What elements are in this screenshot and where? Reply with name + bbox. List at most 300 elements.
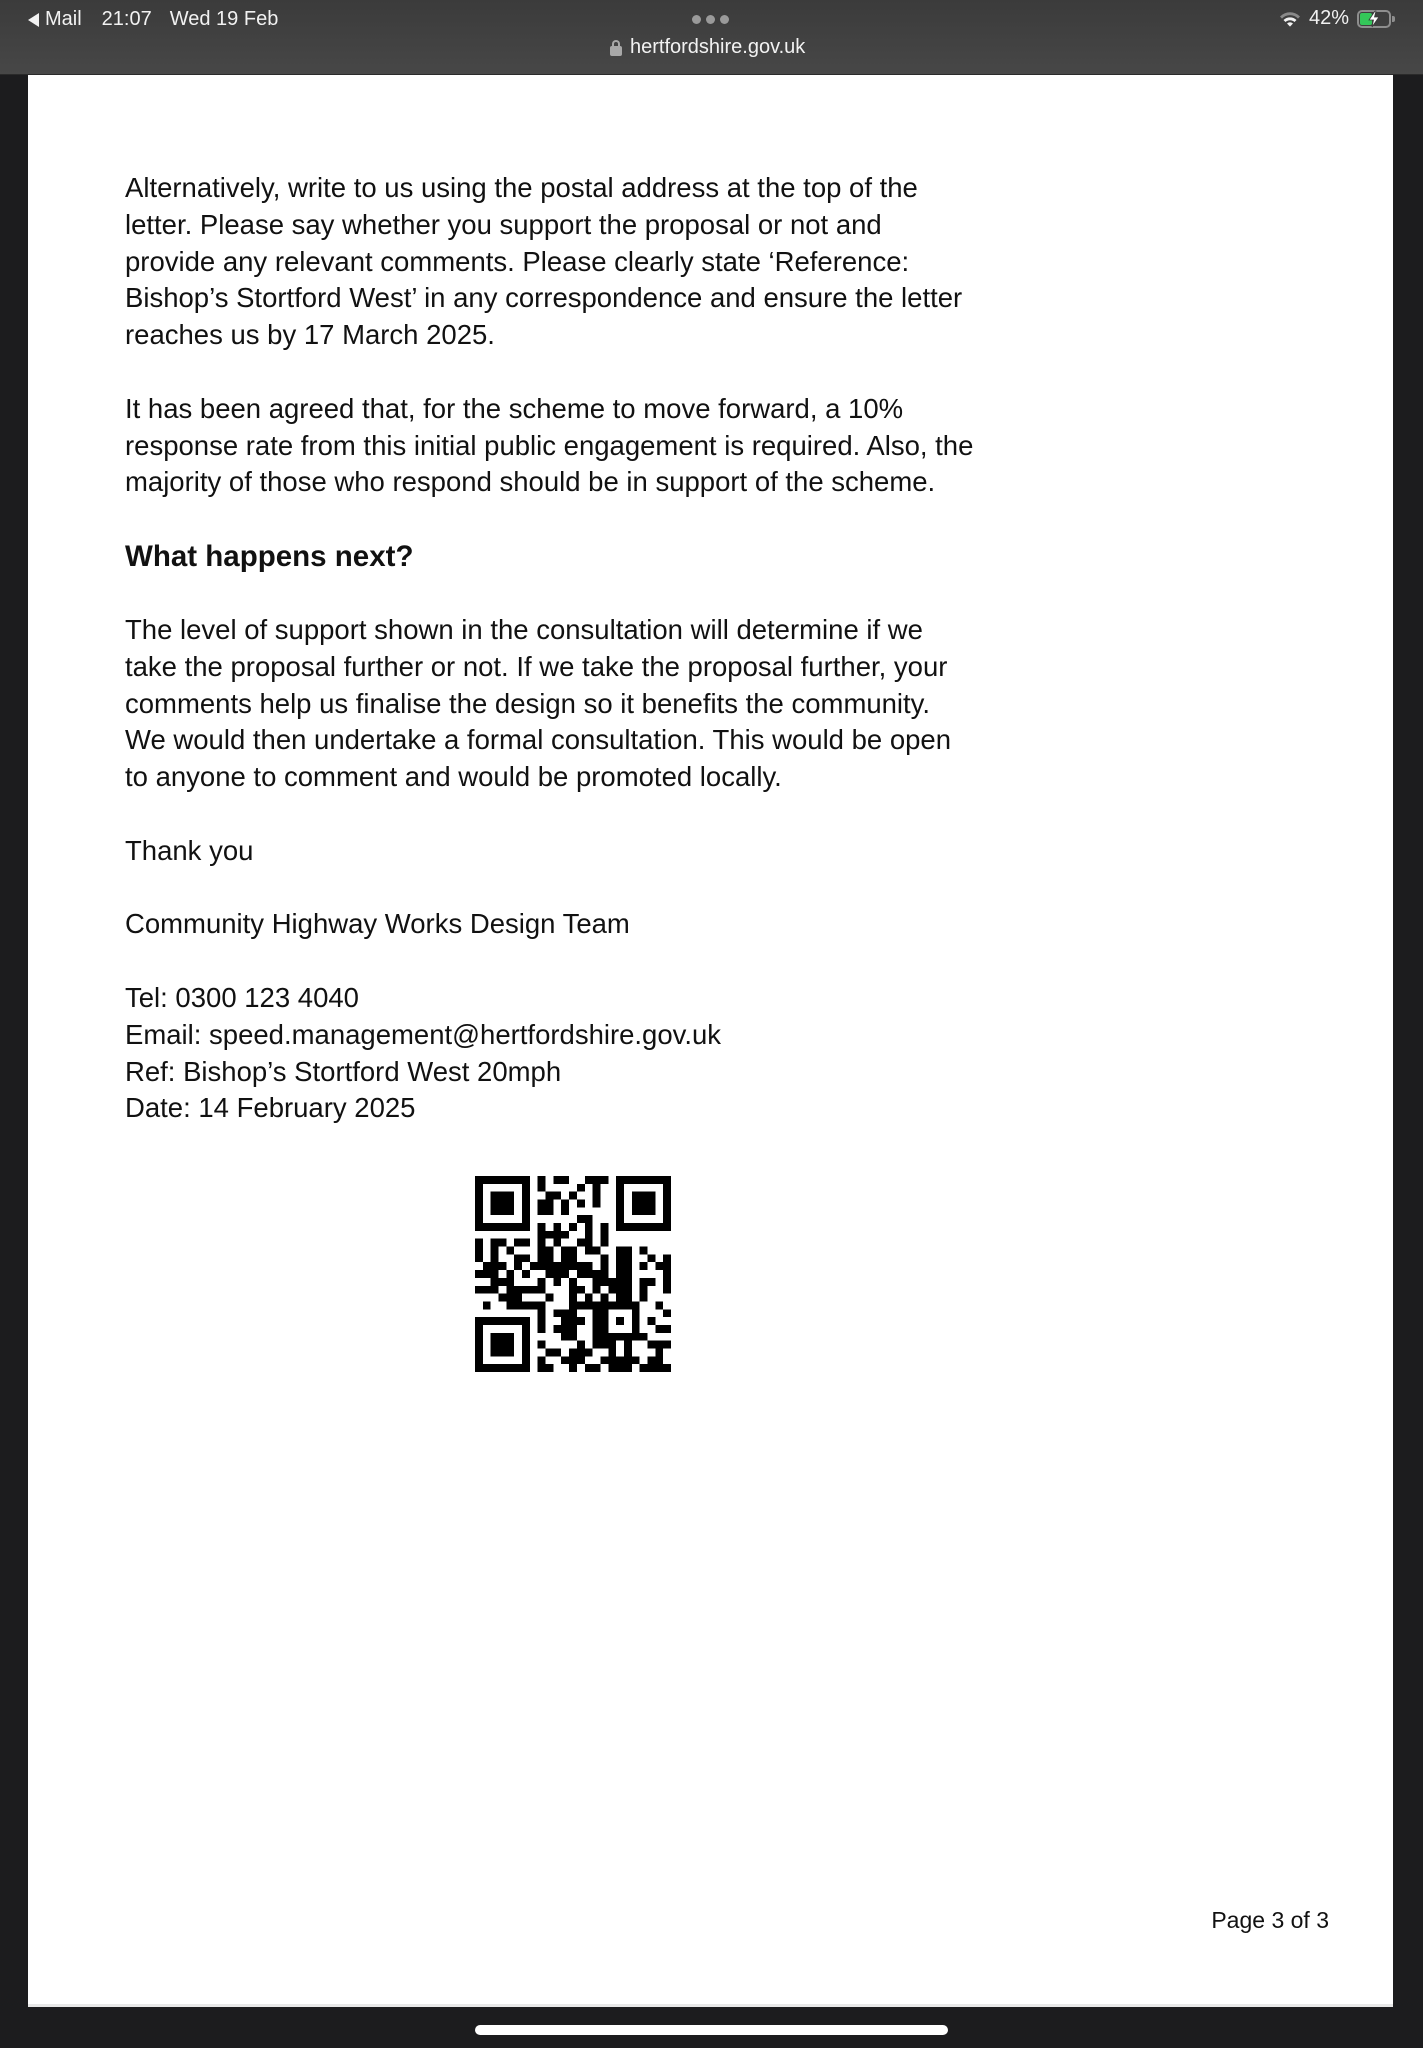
qr-module <box>475 1333 483 1341</box>
qr-module <box>538 1364 546 1372</box>
qr-module <box>624 1254 632 1262</box>
qr-module <box>553 1231 561 1239</box>
qr-module <box>585 1176 593 1184</box>
qr-module <box>616 1215 624 1223</box>
qr-module <box>546 1207 554 1215</box>
signature-team: Community Highway Works Design Team <box>125 908 630 940</box>
contact-date: Date: 14 February 2025 <box>125 1092 416 1124</box>
qr-module <box>514 1176 522 1184</box>
qr-module <box>569 1192 577 1200</box>
qr-module <box>569 1278 577 1286</box>
qr-module <box>522 1207 530 1215</box>
qr-module <box>600 1333 608 1341</box>
qr-module <box>499 1278 507 1286</box>
qr-module <box>624 1356 632 1364</box>
qr-module <box>561 1309 569 1317</box>
qr-module <box>475 1247 483 1255</box>
qr-module <box>624 1223 632 1231</box>
qr-module <box>632 1309 640 1317</box>
qr-module <box>569 1286 577 1294</box>
qr-module <box>616 1176 624 1184</box>
qr-module <box>546 1254 554 1262</box>
qr-module <box>647 1176 655 1184</box>
qr-module <box>538 1341 546 1349</box>
qr-module <box>506 1348 514 1356</box>
qr-module <box>522 1270 530 1278</box>
home-indicator[interactable] <box>475 2025 948 2035</box>
qr-module <box>593 1364 601 1372</box>
qr-module <box>600 1270 608 1278</box>
qr-module <box>569 1262 577 1270</box>
qr-module <box>600 1231 608 1239</box>
qr-module <box>506 1247 514 1255</box>
qr-module <box>616 1270 624 1278</box>
qr-module <box>577 1262 585 1270</box>
qr-module <box>663 1207 671 1215</box>
qr-module <box>593 1247 601 1255</box>
qr-module <box>514 1239 522 1247</box>
qr-module <box>522 1325 530 1333</box>
qr-module <box>593 1286 601 1294</box>
qr-module <box>655 1348 663 1356</box>
qr-module <box>640 1192 648 1200</box>
qr-module <box>663 1270 671 1278</box>
qr-module <box>514 1301 522 1309</box>
qr-module <box>569 1356 577 1364</box>
qr-module <box>655 1223 663 1231</box>
qr-module <box>655 1176 663 1184</box>
text-line: Alternatively, write to us using the postal address at the top of the <box>125 172 918 203</box>
back-app-label: Mail <box>45 8 82 30</box>
qr-module <box>514 1286 522 1294</box>
qr-module <box>538 1317 546 1325</box>
qr-module <box>475 1207 483 1215</box>
qr-module <box>616 1301 624 1309</box>
qr-module <box>663 1200 671 1208</box>
qr-module <box>593 1192 601 1200</box>
qr-module <box>561 1333 569 1341</box>
qr-module <box>483 1317 491 1325</box>
qr-module <box>577 1239 585 1247</box>
qr-module <box>491 1278 499 1286</box>
qr-module <box>593 1270 601 1278</box>
contact-email: Email: speed.management@hertfordshire.gov.uk <box>125 1018 722 1050</box>
qr-module <box>475 1341 483 1349</box>
qr-module <box>655 1325 663 1333</box>
qr-module <box>538 1356 546 1364</box>
qr-module <box>514 1223 522 1231</box>
qr-module <box>624 1364 632 1372</box>
qr-module <box>491 1341 499 1349</box>
qr-module <box>522 1333 530 1341</box>
qr-module <box>538 1239 546 1247</box>
qr-module <box>506 1270 514 1278</box>
qr-module <box>538 1309 546 1317</box>
qr-module <box>632 1176 640 1184</box>
qr-module <box>491 1247 499 1255</box>
qr-module <box>499 1341 507 1349</box>
qr-module <box>491 1317 499 1325</box>
qr-module <box>499 1176 507 1184</box>
qr-module <box>553 1309 561 1317</box>
qr-module <box>600 1325 608 1333</box>
qr-module <box>632 1200 640 1208</box>
qr-module <box>569 1348 577 1356</box>
qr-module <box>624 1294 632 1302</box>
qr-module <box>640 1333 648 1341</box>
qr-module <box>491 1254 499 1262</box>
qr-module <box>647 1192 655 1200</box>
qr-module <box>585 1364 593 1372</box>
qr-module <box>640 1200 648 1208</box>
qr-module <box>522 1184 530 1192</box>
qr-module <box>483 1223 491 1231</box>
address-bar[interactable] <box>610 36 805 59</box>
qr-module <box>600 1223 608 1231</box>
page-number: Page 3 of 3 <box>1211 1907 1329 1933</box>
qr-module <box>499 1192 507 1200</box>
qr-module <box>522 1317 530 1325</box>
qr-module <box>475 1286 483 1294</box>
qr-module <box>491 1348 499 1356</box>
qr-module <box>538 1254 546 1262</box>
qr-module <box>577 1270 585 1278</box>
text-line: We would then undertake a formal consultation. This would be open <box>125 724 952 756</box>
qr-module <box>522 1364 530 1372</box>
qr-module <box>569 1301 577 1309</box>
qr-module <box>483 1301 491 1309</box>
qr-module <box>475 1325 483 1333</box>
qr-module <box>569 1364 577 1372</box>
qr-module <box>499 1294 507 1302</box>
qr-module <box>514 1364 522 1372</box>
qr-module <box>663 1192 671 1200</box>
qr-module <box>475 1215 483 1223</box>
qr-module <box>624 1262 632 1270</box>
qr-module <box>600 1262 608 1270</box>
qr-module <box>506 1333 514 1341</box>
qr-module <box>499 1223 507 1231</box>
text-line: majority of those who respond should be in support of the scheme. <box>125 466 936 498</box>
qr-module <box>585 1270 593 1278</box>
qr-module <box>475 1239 483 1247</box>
qr-module <box>663 1254 671 1262</box>
qr-module <box>608 1341 616 1349</box>
text-line: take the proposal further or not. If we take the proposal further, your <box>125 650 948 682</box>
qr-module <box>506 1200 514 1208</box>
more-dots-icon[interactable] <box>692 15 729 24</box>
qr-module <box>632 1207 640 1215</box>
qr-module <box>475 1200 483 1208</box>
qr-module <box>546 1231 554 1239</box>
qr-module <box>514 1294 522 1302</box>
qr-module <box>624 1278 632 1286</box>
qr-module <box>506 1286 514 1294</box>
charging-bolt-icon <box>1366 10 1382 28</box>
qr-module <box>491 1223 499 1231</box>
qr-module <box>569 1247 577 1255</box>
qr-module <box>569 1333 577 1341</box>
qr-module <box>663 1215 671 1223</box>
qr-module <box>632 1325 640 1333</box>
qr-module <box>624 1286 632 1294</box>
qr-module <box>538 1176 546 1184</box>
qr-module <box>647 1356 655 1364</box>
qr-module <box>600 1176 608 1184</box>
qr-module <box>600 1254 608 1262</box>
qr-module <box>608 1356 616 1364</box>
qr-module <box>491 1333 499 1341</box>
qr-module <box>506 1317 514 1325</box>
qr-module <box>538 1231 546 1239</box>
qr-module <box>585 1294 593 1302</box>
qr-module <box>593 1200 601 1208</box>
text-line: It has been agreed that, for the scheme to move forward, a 10% <box>125 392 904 424</box>
qr-module <box>663 1364 671 1372</box>
qr-module <box>577 1348 585 1356</box>
qr-module <box>491 1262 499 1270</box>
qr-module <box>475 1270 483 1278</box>
qr-module <box>640 1278 648 1286</box>
qr-module <box>632 1301 640 1309</box>
qr-module <box>624 1348 632 1356</box>
qr-module <box>616 1262 624 1270</box>
qr-module <box>655 1301 663 1309</box>
qr-module <box>616 1278 624 1286</box>
qr-module <box>546 1294 554 1302</box>
status-time: 21:07 <box>101 8 152 30</box>
qr-module <box>561 1207 569 1215</box>
qr-module <box>553 1278 561 1286</box>
qr-module <box>647 1317 655 1325</box>
qr-module <box>530 1301 538 1309</box>
qr-module <box>553 1239 561 1247</box>
qr-module <box>616 1200 624 1208</box>
qr-module <box>663 1341 671 1349</box>
contact-ref: Ref: Bishop’s Stortford West 20mph <box>125 1055 562 1087</box>
qr-module <box>640 1286 648 1294</box>
qr-module <box>663 1286 671 1294</box>
qr-module <box>569 1294 577 1302</box>
qr-module <box>663 1325 671 1333</box>
qr-module <box>506 1301 514 1309</box>
qr-module <box>522 1176 530 1184</box>
qr-module <box>499 1262 507 1270</box>
qr-module <box>546 1270 554 1278</box>
wifi-icon <box>1279 11 1301 27</box>
qr-module <box>546 1192 554 1200</box>
qr-module <box>546 1200 554 1208</box>
qr-module <box>561 1270 569 1278</box>
qr-module <box>553 1270 561 1278</box>
qr-module <box>585 1215 593 1223</box>
qr-module <box>600 1309 608 1317</box>
qr-module <box>491 1239 499 1247</box>
qr-module <box>593 1278 601 1286</box>
qr-module <box>585 1301 593 1309</box>
text-line: reaches us by 17 March 2025. <box>125 319 495 351</box>
qr-module <box>499 1239 507 1247</box>
qr-module <box>561 1356 569 1364</box>
paragraph-response-rate <box>125 391 1055 501</box>
qr-module <box>491 1176 499 1184</box>
qr-module <box>647 1278 655 1286</box>
qr-module <box>655 1262 663 1270</box>
qr-module <box>522 1286 530 1294</box>
browser-top-bar <box>0 0 1423 75</box>
qr-module <box>608 1348 616 1356</box>
qr-module <box>600 1356 608 1364</box>
qr-module <box>585 1348 593 1356</box>
qr-module <box>475 1176 483 1184</box>
qr-module <box>499 1333 507 1341</box>
qr-module <box>561 1254 569 1262</box>
qr-module <box>616 1192 624 1200</box>
qr-module <box>663 1184 671 1192</box>
qr-module <box>522 1341 530 1349</box>
qr-module <box>640 1247 648 1255</box>
qr-module <box>640 1176 648 1184</box>
qr-module <box>483 1270 491 1278</box>
qr-module <box>561 1325 569 1333</box>
qr-module <box>647 1200 655 1208</box>
qr-module <box>647 1207 655 1215</box>
closing-text: Thank you <box>125 834 254 866</box>
qr-module <box>577 1301 585 1309</box>
qr-module <box>546 1247 554 1255</box>
qr-module <box>593 1309 601 1317</box>
qr-module <box>632 1333 640 1341</box>
qr-module <box>561 1176 569 1184</box>
qr-module <box>538 1223 546 1231</box>
qr-module <box>593 1301 601 1309</box>
text-line: letter. Please say whether you support the proposal or not and <box>125 208 882 240</box>
qr-module <box>632 1192 640 1200</box>
qr-module <box>600 1301 608 1309</box>
qr-module <box>663 1278 671 1286</box>
qr-code[interactable] <box>475 1176 671 1372</box>
contact-tel: Tel: 0300 123 4040 <box>125 981 359 1013</box>
qr-module <box>522 1215 530 1223</box>
qr-module <box>499 1200 507 1208</box>
qr-module <box>499 1364 507 1372</box>
qr-module <box>553 1348 561 1356</box>
qr-module <box>640 1262 648 1270</box>
qr-module <box>491 1200 499 1208</box>
qr-module <box>624 1176 632 1184</box>
qr-module <box>538 1286 546 1294</box>
qr-module <box>475 1317 483 1325</box>
battery-percent: 42% <box>1308 7 1349 29</box>
qr-module <box>530 1286 538 1294</box>
qr-module <box>647 1254 655 1262</box>
qr-module <box>640 1294 648 1302</box>
qr-module <box>647 1341 655 1349</box>
qr-module <box>632 1223 640 1231</box>
qr-module <box>514 1254 522 1262</box>
qr-module <box>522 1348 530 1356</box>
qr-module <box>624 1270 632 1278</box>
qr-module <box>577 1200 585 1208</box>
qr-module <box>546 1348 554 1356</box>
qr-module <box>561 1247 569 1255</box>
text-line: The level of support shown in the consultation will determine if we <box>125 613 923 645</box>
qr-module <box>475 1192 483 1200</box>
qr-module <box>538 1247 546 1255</box>
qr-module <box>530 1262 538 1270</box>
qr-module <box>577 1356 585 1364</box>
back-arrow-icon <box>28 13 39 27</box>
qr-module <box>522 1200 530 1208</box>
text-line: to anyone to comment and would be promoted locally. <box>125 761 782 793</box>
qr-module <box>561 1262 569 1270</box>
qr-module <box>538 1207 546 1215</box>
qr-module <box>616 1247 624 1255</box>
url-text: hertfordshire.gov.uk <box>630 36 806 58</box>
qr-module <box>632 1356 640 1364</box>
qr-module <box>624 1247 632 1255</box>
status-date: Wed 19 Feb <box>169 8 279 30</box>
qr-module <box>577 1341 585 1349</box>
qr-module <box>491 1270 499 1278</box>
qr-module <box>506 1278 514 1286</box>
qr-module <box>577 1184 585 1192</box>
qr-module <box>491 1192 499 1200</box>
qr-module <box>499 1348 507 1356</box>
qr-module <box>522 1254 530 1262</box>
qr-module <box>593 1184 601 1192</box>
qr-module <box>616 1254 624 1262</box>
qr-module <box>561 1317 569 1325</box>
qr-module <box>506 1176 514 1184</box>
qr-module <box>506 1192 514 1200</box>
qr-module <box>600 1294 608 1302</box>
qr-module <box>569 1223 577 1231</box>
qr-module <box>506 1294 514 1302</box>
qr-module <box>616 1294 624 1302</box>
qr-module <box>475 1184 483 1192</box>
qr-module <box>608 1278 616 1286</box>
contact-block <box>125 980 1055 1127</box>
qr-module <box>655 1341 663 1349</box>
qr-module <box>553 1325 561 1333</box>
qr-module <box>553 1176 561 1184</box>
section-heading: What happens next? <box>125 539 414 573</box>
qr-module <box>640 1223 648 1231</box>
qr-module <box>624 1341 632 1349</box>
qr-module <box>483 1286 491 1294</box>
qr-module <box>522 1239 530 1247</box>
qr-module <box>600 1317 608 1325</box>
qr-module <box>616 1364 624 1372</box>
qr-module <box>655 1364 663 1372</box>
qr-module <box>593 1325 601 1333</box>
qr-module <box>640 1364 648 1372</box>
qr-module <box>483 1176 491 1184</box>
qr-module <box>546 1364 554 1372</box>
back-to-app-button[interactable] <box>28 8 278 31</box>
qr-module <box>546 1262 554 1270</box>
qr-module <box>499 1207 507 1215</box>
qr-module <box>616 1207 624 1215</box>
qr-module <box>522 1223 530 1231</box>
document-page <box>28 75 1393 2007</box>
qr-module <box>475 1223 483 1231</box>
qr-module <box>553 1192 561 1200</box>
qr-module <box>561 1231 569 1239</box>
qr-module <box>577 1286 585 1294</box>
text-line: provide any relevant comments. Please clearly state ‘Reference: <box>125 245 910 277</box>
